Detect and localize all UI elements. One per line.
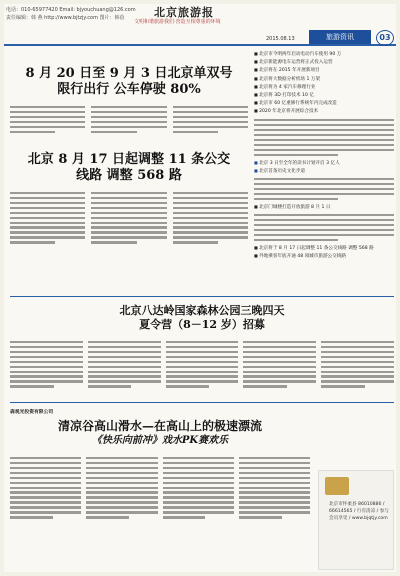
news-brief: ■ 北京将大数据分析机场 1 万架 [254,75,394,83]
news-brief: ■ 北京将 3D 打印技术 10 亿 [254,91,394,99]
article-column [321,338,394,390]
article-body [10,189,248,246]
article-body [10,454,310,521]
contact-info [6,6,136,22]
headline-line-1: 8 月 20 日至 9 月 3 日北京单双号 [25,66,233,81]
news-brief: ■ 北京将在 2015 年开展新项目 [254,66,394,74]
headline-line-2: 线路 调整 568 路 [76,168,182,183]
article-body [10,338,394,390]
news-brief: ■ 外地乘客年底开通 48 项城市旅游公交线路 [254,252,394,260]
article-column [173,189,248,246]
newspaper-logo: 北京旅游报 [154,6,214,19]
news-briefs-sidebar [254,50,394,290]
brief-body [254,178,394,200]
news-brief: ■ 北京门城楼打造开放旅游 8 月 1 日 [254,203,394,211]
article-column [10,454,81,521]
page-number: 03 [376,30,394,46]
headline-line-1: 清凉谷高山滑水—在高山上的极速漂流 [57,419,262,433]
advertisement [318,470,394,570]
news-brief: ■ 北京 3 日至全年的读书计划开启 3 亿人 [254,159,394,167]
brief-body [254,214,394,241]
contact-line: 电话：010-65977420 Email: bjyouchuang@126.com [6,7,136,13]
newspaper-page [4,4,396,572]
newspaper-slogan: 文明和谐旅游我们·营造互相尊重的环境 [134,19,221,25]
article-column [10,189,85,246]
article-body [10,103,248,136]
issue-date: 2015.08.13 [266,36,295,42]
article-column [163,454,234,521]
article-column [91,103,166,136]
headline-line-2: 《快乐向前冲》戏水PK赛欢乐 [91,435,229,446]
article-column [86,454,157,521]
article-column [88,338,161,390]
news-brief: ■ 北京将于 8 月 17 日起调整 11 条公交线路 调整 568 路 [254,244,394,252]
news-brief: ■ 2020 年北京将开展综合技术 [254,107,394,115]
ad-text: 北京市怀柔县 86010886 / 66614565 / 行有清凉 / 参与会员享受 / www.bjqtjy.com [329,502,389,521]
story-water-slide [10,408,310,521]
section-divider [10,402,394,403]
news-brief: ■ 北京新能源电车运营将正式投入运营 [254,58,394,66]
article-column [166,338,239,390]
headline-line-2: 限行出行 公车停驶 80% [57,82,201,97]
story-summer-camp [10,304,394,390]
article-column [239,454,310,521]
page-header [4,4,396,46]
section-divider [10,296,394,297]
headline-line-1: 北京 8 月 17 日起调整 11 条公交 [27,152,231,167]
article-column [10,338,83,390]
article-column [91,189,166,246]
story-traffic-restriction [10,66,248,136]
news-brief: ■ 北京市今明两年启动电动汽车使用 90 万 [254,50,394,58]
contact-line: 责任编辑：韩 燕 http://www.bjtzjy.com 图片：韩蓓 [6,15,125,21]
headline-line-1: 北京八达岭国家森林公园三晚四天 [119,304,285,317]
news-brief: ■ 北京将为 4 家汽车修理行业 [254,83,394,91]
section-label: 旅游资讯 [309,30,371,44]
headline-line-2: 夏令营（8－12 岁）招募 [139,318,265,331]
news-brief: ■ 北京首条历史文化步道 [254,167,394,175]
article-column [10,103,85,136]
brief-body [254,119,394,156]
article-column [173,103,248,136]
advertiser-logo [325,477,349,495]
story-kicker: 森观光投资有限公司 [10,410,54,415]
story-bus-routes [10,152,248,246]
article-column [243,338,316,390]
news-brief: ■ 北京市 60 亿重修行系统年内完成改造 [254,99,394,107]
